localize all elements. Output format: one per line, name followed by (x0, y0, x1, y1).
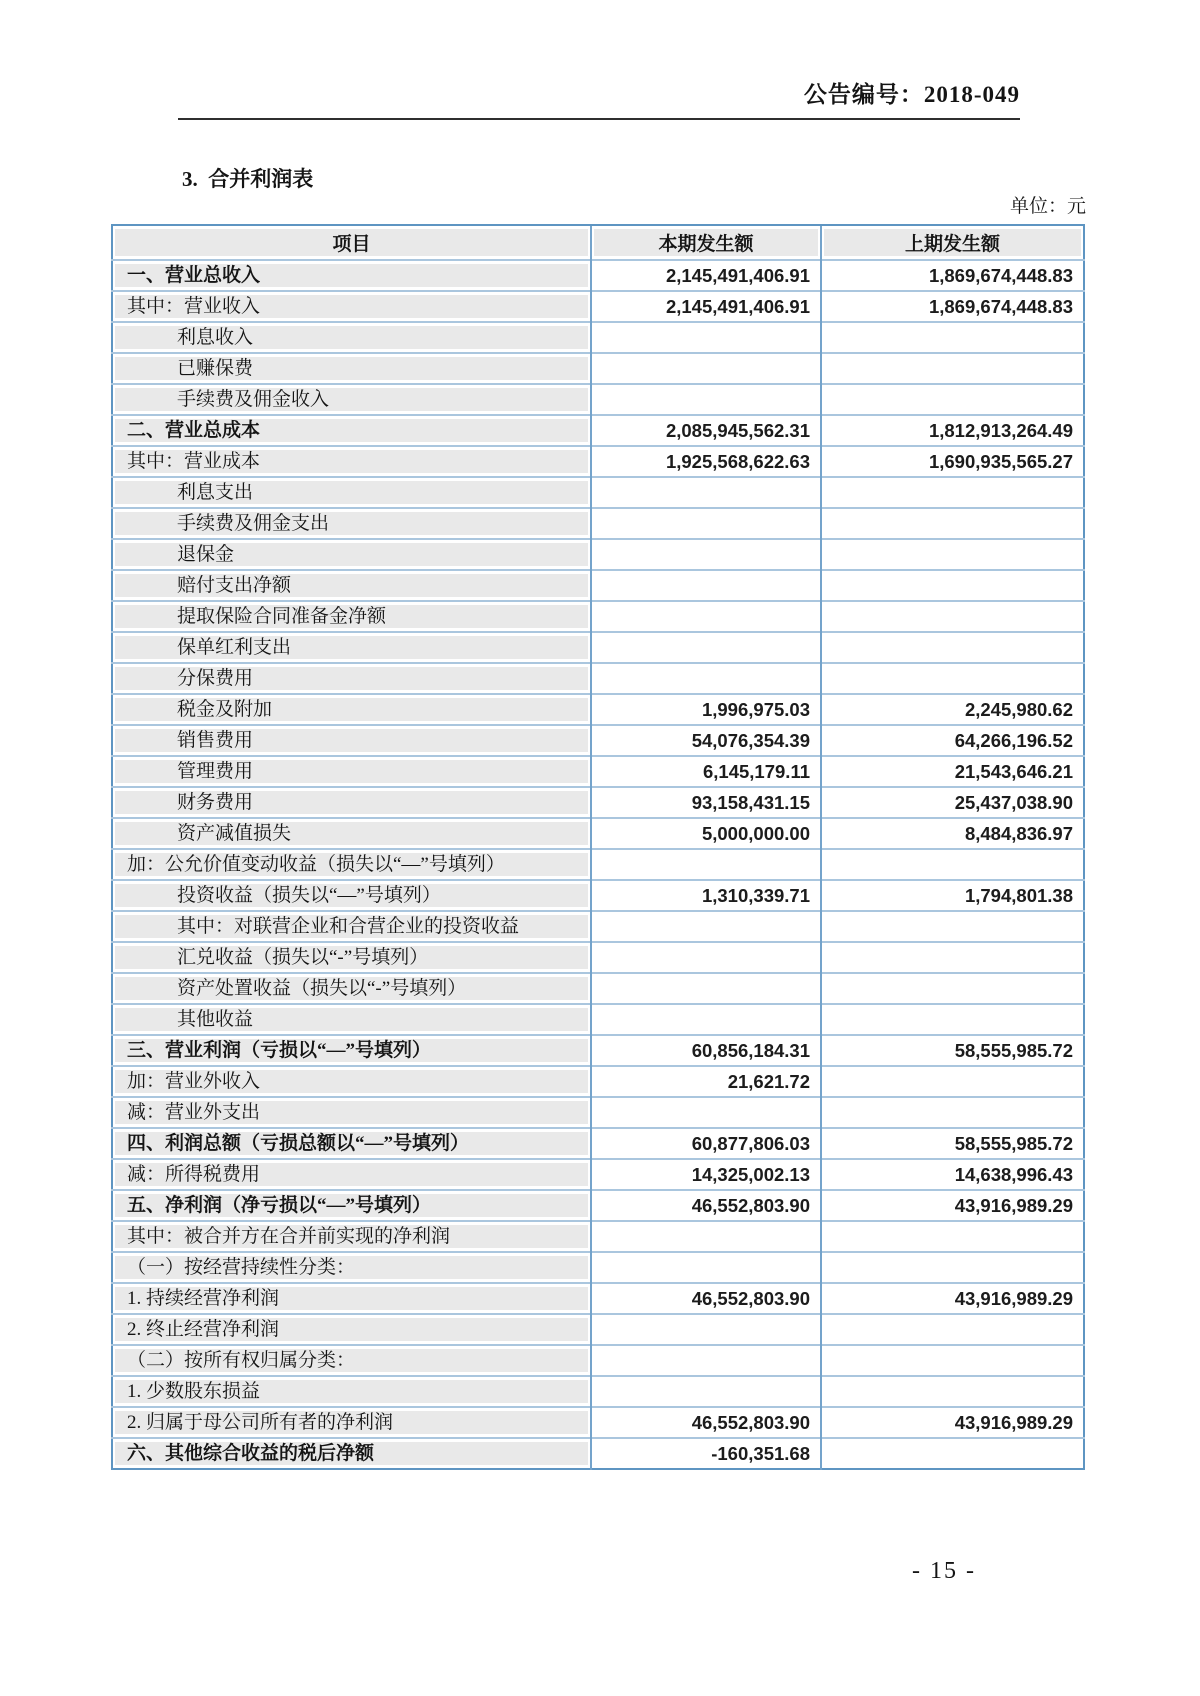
current-period-value: 1,996,975.03 (591, 694, 821, 725)
current-period-value (591, 1345, 821, 1376)
prior-period-value: 14,638,996.43 (821, 1159, 1084, 1190)
prior-period-value (821, 973, 1084, 1004)
current-period-value (591, 508, 821, 539)
row-label: 五、净利润（净亏损以“—”号填列） (127, 1195, 432, 1216)
table-row (112, 601, 1084, 632)
row-label: 减：营业外支出 (127, 1102, 261, 1123)
prior-period-value (821, 1097, 1084, 1128)
row-label: 手续费及佣金支出 (177, 513, 330, 534)
row-label: 赔付支出净额 (177, 575, 292, 596)
prior-period-value (821, 1314, 1084, 1345)
current-period-value (591, 663, 821, 694)
table-row (112, 1190, 1084, 1221)
row-label: 投资收益（损失以“—”号填列） (177, 885, 441, 906)
table-row (112, 1252, 1084, 1283)
current-period-value (591, 353, 821, 384)
current-period-value: 93,158,431.15 (591, 787, 821, 818)
prior-period-value (821, 1221, 1084, 1252)
current-period-value (591, 322, 821, 353)
row-label: 一、营业总收入 (127, 265, 261, 286)
row-label: 加：营业外收入 (127, 1071, 261, 1092)
row-label-cell (112, 1097, 591, 1128)
current-period-value: 14,325,002.13 (591, 1159, 821, 1190)
prior-period-value: 58,555,985.72 (821, 1128, 1084, 1159)
row-label: 资产减值损失 (177, 823, 292, 844)
row-label: 销售费用 (177, 730, 254, 751)
current-period-value: 2,085,945,562.31 (591, 415, 821, 446)
row-label: 六、其他综合收益的税后净额 (127, 1443, 375, 1464)
prior-period-value: 1,869,674,448.83 (821, 260, 1084, 291)
row-label-cell (112, 1252, 591, 1283)
prior-period-value: 1,690,935,565.27 (821, 446, 1084, 477)
row-label-cell (112, 1438, 591, 1469)
row-label: 四、利润总额（亏损总额以“—”号填列） (127, 1133, 470, 1154)
prior-period-value (821, 384, 1084, 415)
row-label: （一）按经营持续性分类： (127, 1257, 356, 1278)
row-label-cell (112, 1407, 591, 1438)
table-row (112, 384, 1084, 415)
row-label-cell (112, 1066, 591, 1097)
current-period-value (591, 539, 821, 570)
prior-period-value (821, 1004, 1084, 1035)
table-row (112, 880, 1084, 911)
table-row (112, 818, 1084, 849)
current-period-value: 2,145,491,406.91 (591, 260, 821, 291)
row-label: 2. 归属于母公司所有者的净利润 (127, 1412, 394, 1433)
table-row (112, 1066, 1084, 1097)
current-period-value (591, 849, 821, 880)
row-label-cell (112, 1283, 591, 1314)
prior-period-value (821, 322, 1084, 353)
prior-period-value (821, 911, 1084, 942)
row-label-cell (112, 1314, 591, 1345)
prior-period-value: 25,437,038.90 (821, 787, 1084, 818)
table-row (112, 415, 1084, 446)
row-label: 分保费用 (177, 668, 254, 689)
table-row (112, 1097, 1084, 1128)
row-label-cell (112, 322, 591, 353)
col-header-prior-period: 上期发生额 (821, 225, 1084, 260)
row-label-cell (112, 1128, 591, 1159)
table-row (112, 1376, 1084, 1407)
row-label: 保单红利支出 (177, 637, 292, 658)
row-label-cell (112, 973, 591, 1004)
table-row (112, 1159, 1084, 1190)
prior-period-value: 43,916,989.29 (821, 1283, 1084, 1314)
current-period-value: -160,351.68 (591, 1438, 821, 1469)
row-label: 已赚保费 (177, 358, 254, 379)
prior-period-value: 21,543,646.21 (821, 756, 1084, 787)
current-period-value: 54,076,354.39 (591, 725, 821, 756)
current-period-value: 2,145,491,406.91 (591, 291, 821, 322)
table-header-row (112, 225, 1084, 260)
current-period-value: 1,310,339.71 (591, 880, 821, 911)
prior-period-value (821, 849, 1084, 880)
row-label: 财务费用 (177, 792, 254, 813)
row-label: 三、营业利润（亏损以“—”号填列） (127, 1040, 432, 1061)
current-period-value: 46,552,803.90 (591, 1407, 821, 1438)
table-row (112, 1283, 1084, 1314)
row-label: 1. 少数股东损益 (127, 1381, 261, 1402)
prior-period-value (821, 1066, 1084, 1097)
row-label: 退保金 (177, 544, 235, 565)
table-row (112, 322, 1084, 353)
current-period-value (591, 601, 821, 632)
row-label: 提取保险合同准备金净额 (177, 606, 387, 627)
current-period-value (591, 1314, 821, 1345)
table-row (112, 1314, 1084, 1345)
current-period-value (591, 911, 821, 942)
current-period-value: 21,621.72 (591, 1066, 821, 1097)
row-label-cell (112, 880, 591, 911)
table-row (112, 942, 1084, 973)
row-label-cell (112, 1035, 591, 1066)
table-row (112, 973, 1084, 1004)
table-row (112, 1438, 1084, 1469)
prior-period-value: 43,916,989.29 (821, 1407, 1084, 1438)
row-label: 资产处置收益（损失以“-”号填列） (177, 978, 467, 999)
current-period-value (591, 477, 821, 508)
current-period-value: 46,552,803.90 (591, 1283, 821, 1314)
table-row (112, 694, 1084, 725)
row-label-cell (112, 477, 591, 508)
table-row (112, 446, 1084, 477)
row-label-cell (112, 911, 591, 942)
income-statement-table (111, 224, 1085, 1470)
table-row (112, 756, 1084, 787)
current-period-value: 5,000,000.00 (591, 818, 821, 849)
prior-period-value: 58,555,985.72 (821, 1035, 1084, 1066)
table-row (112, 849, 1084, 880)
current-period-value (591, 942, 821, 973)
row-label: 利息收入 (177, 327, 254, 348)
row-label-cell (112, 1004, 591, 1035)
current-period-value (591, 1004, 821, 1035)
prior-period-value: 43,916,989.29 (821, 1190, 1084, 1221)
table-row (112, 787, 1084, 818)
row-label-cell (112, 291, 591, 322)
col-header-item: 项目 (112, 225, 591, 260)
col-header-current-period: 本期发生额 (591, 225, 821, 260)
row-label: 利息支出 (177, 482, 254, 503)
current-period-value (591, 973, 821, 1004)
prior-period-value (821, 508, 1084, 539)
row-label-cell (112, 601, 591, 632)
row-label-cell (112, 756, 591, 787)
current-period-value (591, 1252, 821, 1283)
current-period-value: 46,552,803.90 (591, 1190, 821, 1221)
row-label-cell (112, 787, 591, 818)
announcement-number: 公告编号：2018-049 (803, 82, 1020, 107)
row-label-cell (112, 539, 591, 570)
row-label-cell (112, 508, 591, 539)
table-row (112, 1221, 1084, 1252)
table-row (112, 1004, 1084, 1035)
current-period-value: 60,856,184.31 (591, 1035, 821, 1066)
prior-period-value: 64,266,196.52 (821, 725, 1084, 756)
row-label: 汇兑收益（损失以“-”号填列） (177, 947, 429, 968)
table-row (112, 353, 1084, 384)
prior-period-value (821, 1252, 1084, 1283)
table-row (112, 1345, 1084, 1376)
row-label: 其他收益 (177, 1009, 254, 1030)
row-label: 减：所得税费用 (127, 1164, 261, 1185)
row-label-cell (112, 818, 591, 849)
prior-period-value (821, 632, 1084, 663)
prior-period-value (821, 539, 1084, 570)
current-period-value (591, 384, 821, 415)
header-rule (178, 118, 1020, 120)
row-label-cell (112, 849, 591, 880)
table-row (112, 1128, 1084, 1159)
row-label-cell (112, 1345, 591, 1376)
row-label-cell (112, 725, 591, 756)
current-period-value: 60,877,806.03 (591, 1128, 821, 1159)
table-row (112, 260, 1084, 291)
table-row (112, 663, 1084, 694)
row-label-cell (112, 1221, 591, 1252)
current-period-value (591, 632, 821, 663)
current-period-value (591, 1221, 821, 1252)
row-label-cell (112, 446, 591, 477)
table-row (112, 291, 1084, 322)
prior-period-value (821, 477, 1084, 508)
row-label: 其中：对联营企业和合营企业的投资收益 (177, 916, 520, 937)
row-label: 其中：营业收入 (127, 296, 261, 317)
prior-period-value: 1,812,913,264.49 (821, 415, 1084, 446)
prior-period-value (821, 942, 1084, 973)
row-label-cell (112, 1159, 591, 1190)
prior-period-value (821, 663, 1084, 694)
prior-period-value (821, 1376, 1084, 1407)
row-label-cell (112, 415, 591, 446)
unit-label: 单位：元 (1009, 196, 1086, 217)
table-row (112, 508, 1084, 539)
prior-period-value (821, 1438, 1084, 1469)
row-label-cell (112, 694, 591, 725)
prior-period-value (821, 601, 1084, 632)
current-period-value (591, 1097, 821, 1128)
row-label: 2. 终止经营净利润 (127, 1319, 280, 1340)
row-label-cell (112, 663, 591, 694)
section-title: 3. 合并利润表 (182, 167, 314, 191)
row-label-cell (112, 384, 591, 415)
row-label-cell (112, 353, 591, 384)
prior-period-value: 2,245,980.62 (821, 694, 1084, 725)
table-row (112, 1407, 1084, 1438)
row-label: （二）按所有权归属分类： (127, 1350, 356, 1371)
row-label: 二、营业总成本 (127, 420, 261, 441)
prior-period-value: 1,794,801.38 (821, 880, 1084, 911)
page-number: - 15 - (912, 1558, 976, 1584)
prior-period-value: 8,484,836.97 (821, 818, 1084, 849)
prior-period-value (821, 353, 1084, 384)
table-row (112, 632, 1084, 663)
table-row (112, 1035, 1084, 1066)
row-label: 手续费及佣金收入 (177, 389, 330, 410)
row-label: 税金及附加 (177, 699, 273, 720)
table-row (112, 539, 1084, 570)
table-row (112, 725, 1084, 756)
row-label-cell (112, 260, 591, 291)
income-statement-body (112, 260, 1084, 1469)
prior-period-value (821, 1345, 1084, 1376)
current-period-value (591, 1376, 821, 1407)
row-label-cell (112, 1376, 591, 1407)
prior-period-value: 1,869,674,448.83 (821, 291, 1084, 322)
row-label: 其中：被合并方在合并前实现的净利润 (127, 1226, 451, 1247)
current-period-value: 6,145,179.11 (591, 756, 821, 787)
table-row (112, 911, 1084, 942)
row-label-cell (112, 632, 591, 663)
current-period-value (591, 570, 821, 601)
row-label: 加：公允价值变动收益（损失以“—”号填列） (127, 854, 505, 875)
row-label: 1. 持续经营净利润 (127, 1288, 280, 1309)
current-period-value: 1,925,568,622.63 (591, 446, 821, 477)
table-row (112, 570, 1084, 601)
row-label-cell (112, 1190, 591, 1221)
row-label-cell (112, 570, 591, 601)
row-label: 管理费用 (177, 761, 254, 782)
row-label: 其中：营业成本 (127, 451, 261, 472)
row-label-cell (112, 942, 591, 973)
table-row (112, 477, 1084, 508)
prior-period-value (821, 570, 1084, 601)
